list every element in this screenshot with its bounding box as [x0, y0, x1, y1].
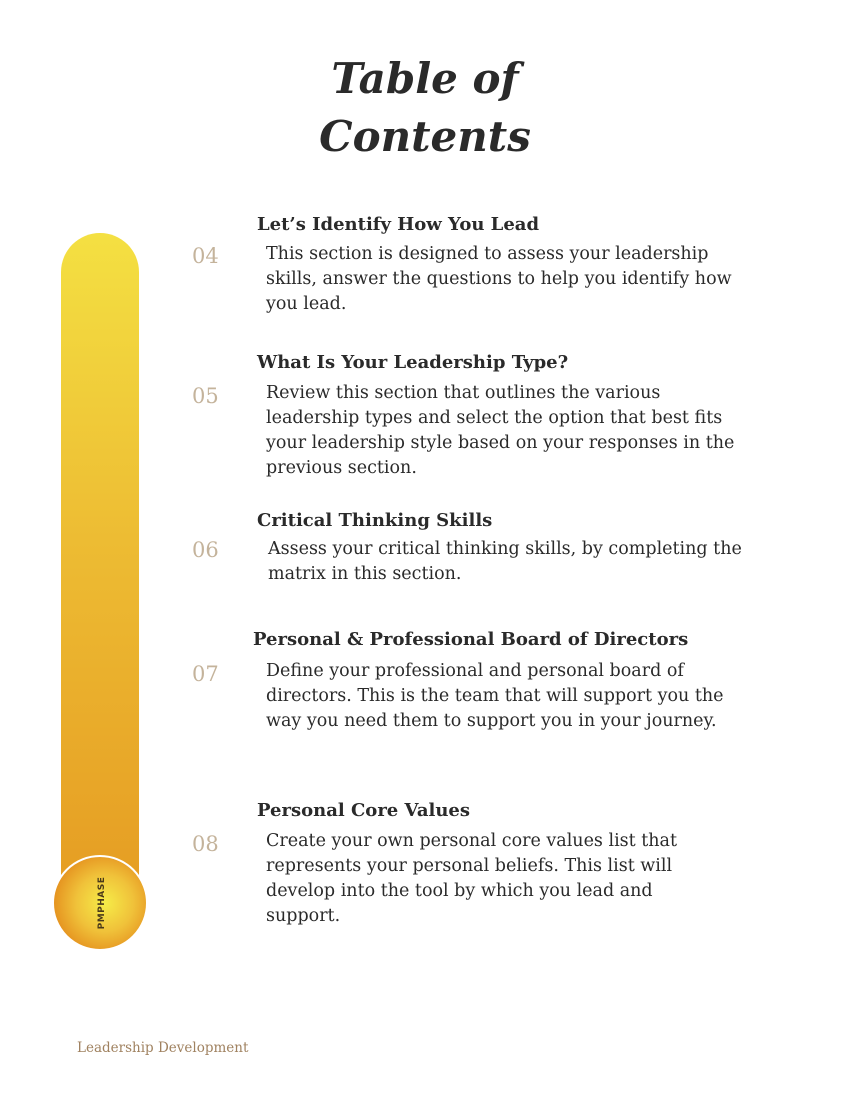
page-number: 06: [192, 538, 219, 562]
page-number: 07: [192, 662, 219, 686]
pmphase-logo: PMPHASE: [97, 876, 107, 930]
entry-heading: Critical Thinking Skills: [257, 510, 493, 531]
footer-label: Leadership Development: [77, 1040, 249, 1056]
entry-heading: Personal Core Values: [257, 800, 471, 821]
page-title-line-1: Table of: [331, 54, 519, 103]
thermometer-graphic: [0, 0, 200, 1000]
entry-description: This section is designed to assess your leadership skills, answer the questions to help you identify how you lead.: [266, 244, 732, 314]
page-number: 04: [192, 244, 219, 268]
entry-description: Create your own personal core values list that represents your personal beliefs. This list will develop into the tool by which you lead and support.: [266, 831, 678, 926]
entry-description: Assess your critical thinking skills, by completing the matrix in this section.: [268, 539, 742, 584]
page-number: 08: [192, 832, 219, 856]
page-title-line-2: Contents: [319, 112, 531, 161]
page-number: 05: [192, 384, 219, 408]
thermometer-tube: [61, 233, 139, 913]
entry-description: Define your professional and personal board of directors. This is the team that will support you the way you need them to support you in your journey.: [266, 661, 724, 731]
entry-heading: Personal & Professional Board of Directors: [253, 629, 689, 650]
entry-heading: What Is Your Leadership Type?: [257, 352, 569, 373]
entry-heading: Let’s Identify How You Lead: [257, 214, 540, 235]
entry-description: Review this section that outlines the various leadership types and select the option that best fits your leadership style based on your responses in the previous section.: [266, 383, 735, 478]
